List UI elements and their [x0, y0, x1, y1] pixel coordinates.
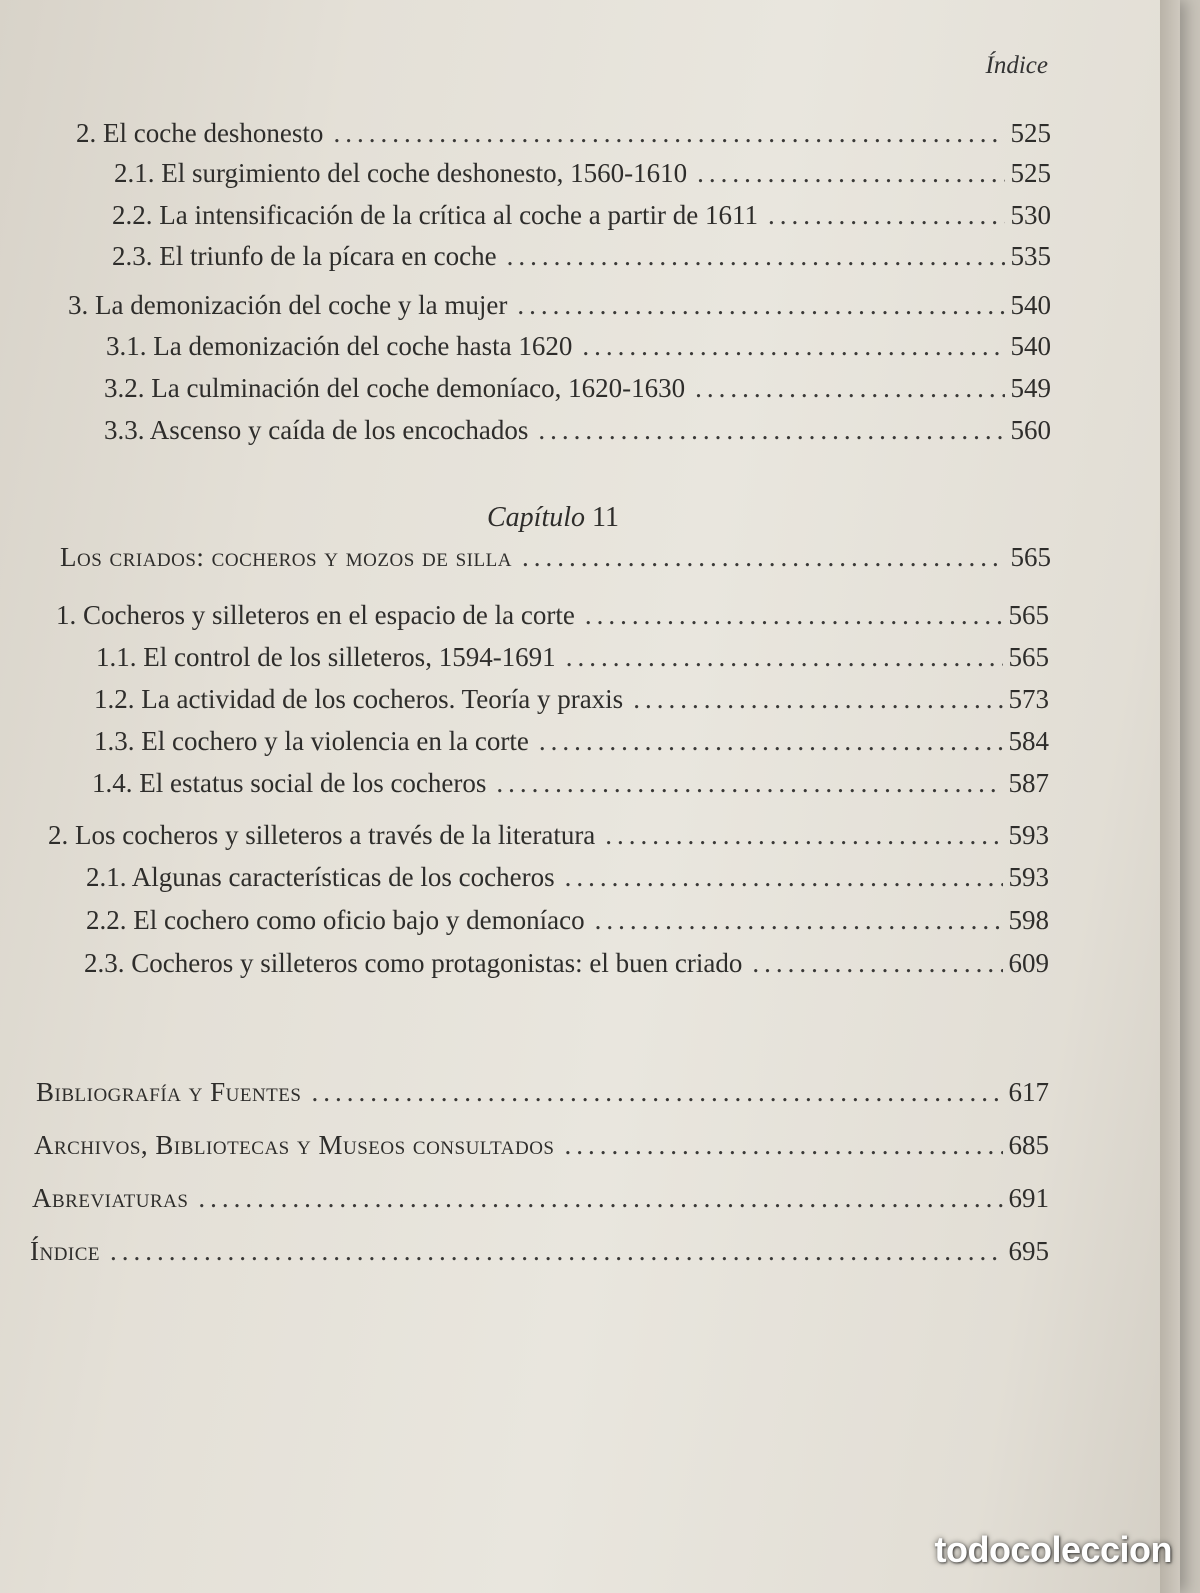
toc-page-number: 565 — [1008, 600, 1049, 630]
chapter-word: Capítulo — [487, 502, 586, 533]
toc-entry-label: 2. El coche deshonesto — [76, 118, 324, 148]
toc-entry-2-2 — [112, 200, 1051, 240]
toc-entry-label: 2.1. El surgimiento del coche deshonesto, 1560-1610 — [114, 158, 688, 188]
leader-dots — [496, 768, 1002, 799]
toc-entry-label: 1. Cocheros y silleteros en el espacio de la corte — [56, 600, 575, 630]
toc-entry-indice — [30, 1236, 1049, 1276]
toc-entry-ch11-2-1 — [86, 862, 1049, 902]
running-head: Índice — [985, 52, 1048, 79]
toc-entry-3-2 — [104, 373, 1051, 413]
page-edge — [1160, 0, 1180, 1593]
toc-entry-label: 2.3. Cocheros y silleteros como protagonistas: el buen criado — [84, 948, 743, 978]
toc-entry-label: 1.3. El cochero y la violencia en la corte — [94, 726, 529, 756]
watermark-logo: todocoleccion — [934, 1529, 1172, 1570]
toc-entry-ch11-2-3 — [84, 948, 1049, 988]
toc-entry-label: 3.1. La demonización del coche hasta 1620 — [106, 331, 573, 361]
leader-dots — [539, 726, 1003, 757]
toc-entry-label: Abreviaturas — [32, 1183, 189, 1213]
leader-dots — [507, 241, 1005, 272]
leader-dots — [633, 684, 1002, 715]
toc-page-number: 540 — [1010, 331, 1051, 361]
leader-dots — [768, 200, 1005, 231]
leader-dots — [695, 373, 1004, 404]
toc-entry-label: 3.3. Ascenso y caída de los encochados — [104, 415, 529, 445]
toc-entry-ch11-1 — [56, 600, 1049, 640]
toc-page-number: 565 — [1008, 642, 1049, 672]
toc-entry-label: Índice — [30, 1236, 101, 1266]
toc-entry-ch11-1-4 — [92, 768, 1049, 808]
toc-entry-label: 1.1. El control de los silleteros, 1594-1691 — [96, 642, 556, 672]
toc-page-number: 685 — [1008, 1130, 1049, 1160]
toc-page-number: 540 — [1010, 290, 1051, 320]
leader-dots — [110, 1236, 1002, 1267]
leader-dots — [566, 642, 1003, 673]
leader-dots — [564, 1130, 1002, 1161]
toc-entry-ch11-2-2 — [86, 905, 1049, 945]
leader-dots — [752, 948, 1002, 979]
toc-page-number: 530 — [1010, 200, 1051, 230]
toc-entry-chapter-title — [60, 542, 1051, 582]
toc-page-number: 609 — [1008, 948, 1049, 978]
toc-entry-label: 2. Los cocheros y silleteros a través de la literatura — [48, 820, 596, 850]
chapter-number: 11 — [592, 502, 619, 533]
toc-entry-ch11-1-2 — [94, 684, 1049, 724]
leader-dots — [595, 905, 1003, 936]
leader-dots — [311, 1077, 1002, 1108]
leader-dots — [522, 542, 1005, 573]
toc-entry-label: 3.2. La culminación del coche demoníaco, 1620-1630 — [104, 373, 686, 403]
toc-page-number: 535 — [1010, 241, 1051, 271]
toc-entry-archivos — [34, 1130, 1049, 1170]
toc-entry-abreviaturas — [32, 1183, 1049, 1223]
toc-page-number: 691 — [1008, 1183, 1049, 1213]
chapter-title: Los criados: cocheros y mozos de silla — [60, 542, 512, 572]
leader-dots — [582, 331, 1004, 362]
toc-entry-label: 3. La demonización del coche y la mujer — [68, 290, 508, 320]
toc-entry-3-3 — [104, 415, 1051, 455]
leader-dots — [538, 415, 1004, 446]
chapter-heading — [487, 502, 619, 534]
toc-page-number: 587 — [1008, 768, 1049, 798]
leader-dots — [585, 600, 1003, 631]
leader-dots — [198, 1183, 1002, 1214]
leader-dots — [605, 820, 1002, 851]
toc-entry-ch11-1-3 — [94, 726, 1049, 766]
leader-dots — [697, 158, 1004, 189]
toc-entry-label: Bibliografía y Fuentes — [36, 1077, 302, 1107]
toc-entry-2-3 — [112, 241, 1051, 281]
toc-page-number: 525 — [1010, 158, 1051, 188]
toc-entry-label: Archivos, Bibliotecas y Museos consultados — [34, 1130, 555, 1160]
leader-dots — [565, 862, 1003, 893]
toc-page-number: 593 — [1008, 862, 1049, 892]
toc-page-number: 525 — [1010, 118, 1051, 148]
toc-page-number: 573 — [1008, 684, 1049, 714]
toc-entry-3 — [68, 290, 1051, 330]
toc-page-number: 617 — [1008, 1077, 1049, 1107]
toc-page-number: 584 — [1008, 726, 1049, 756]
toc-entry-label: 2.2. El cochero como oficio bajo y demoníaco — [86, 905, 585, 935]
toc-entry-bibliografia — [36, 1077, 1049, 1117]
leader-dots — [517, 290, 1004, 321]
toc-entry-ch11-1-1 — [96, 642, 1049, 682]
toc-entry-2 — [76, 118, 1051, 158]
toc-entry-label: 1.4. El estatus social de los cocheros — [92, 768, 487, 798]
toc-page-number: 549 — [1010, 373, 1051, 403]
toc-entry-2-1 — [114, 158, 1051, 198]
toc-entry-label: 2.2. La intensificación de la crítica al coche a partir de 1611 — [112, 200, 758, 230]
leader-dots — [333, 118, 1004, 149]
toc-entry-label: 2.1. Algunas características de los cocheros — [86, 862, 555, 892]
toc-page-number: 593 — [1008, 820, 1049, 850]
toc-page-number: 598 — [1008, 905, 1049, 935]
toc-entry-label: 1.2. La actividad de los cocheros. Teoría y praxis — [94, 684, 624, 714]
toc-entry-ch11-2 — [48, 820, 1049, 860]
toc-entry-3-1 — [106, 331, 1051, 371]
toc-page-number: 560 — [1010, 415, 1051, 445]
toc-entry-label: 2.3. El triunfo de la pícara en coche — [112, 241, 497, 271]
toc-page-number: 565 — [1010, 542, 1051, 572]
toc-page-number: 695 — [1008, 1236, 1049, 1266]
